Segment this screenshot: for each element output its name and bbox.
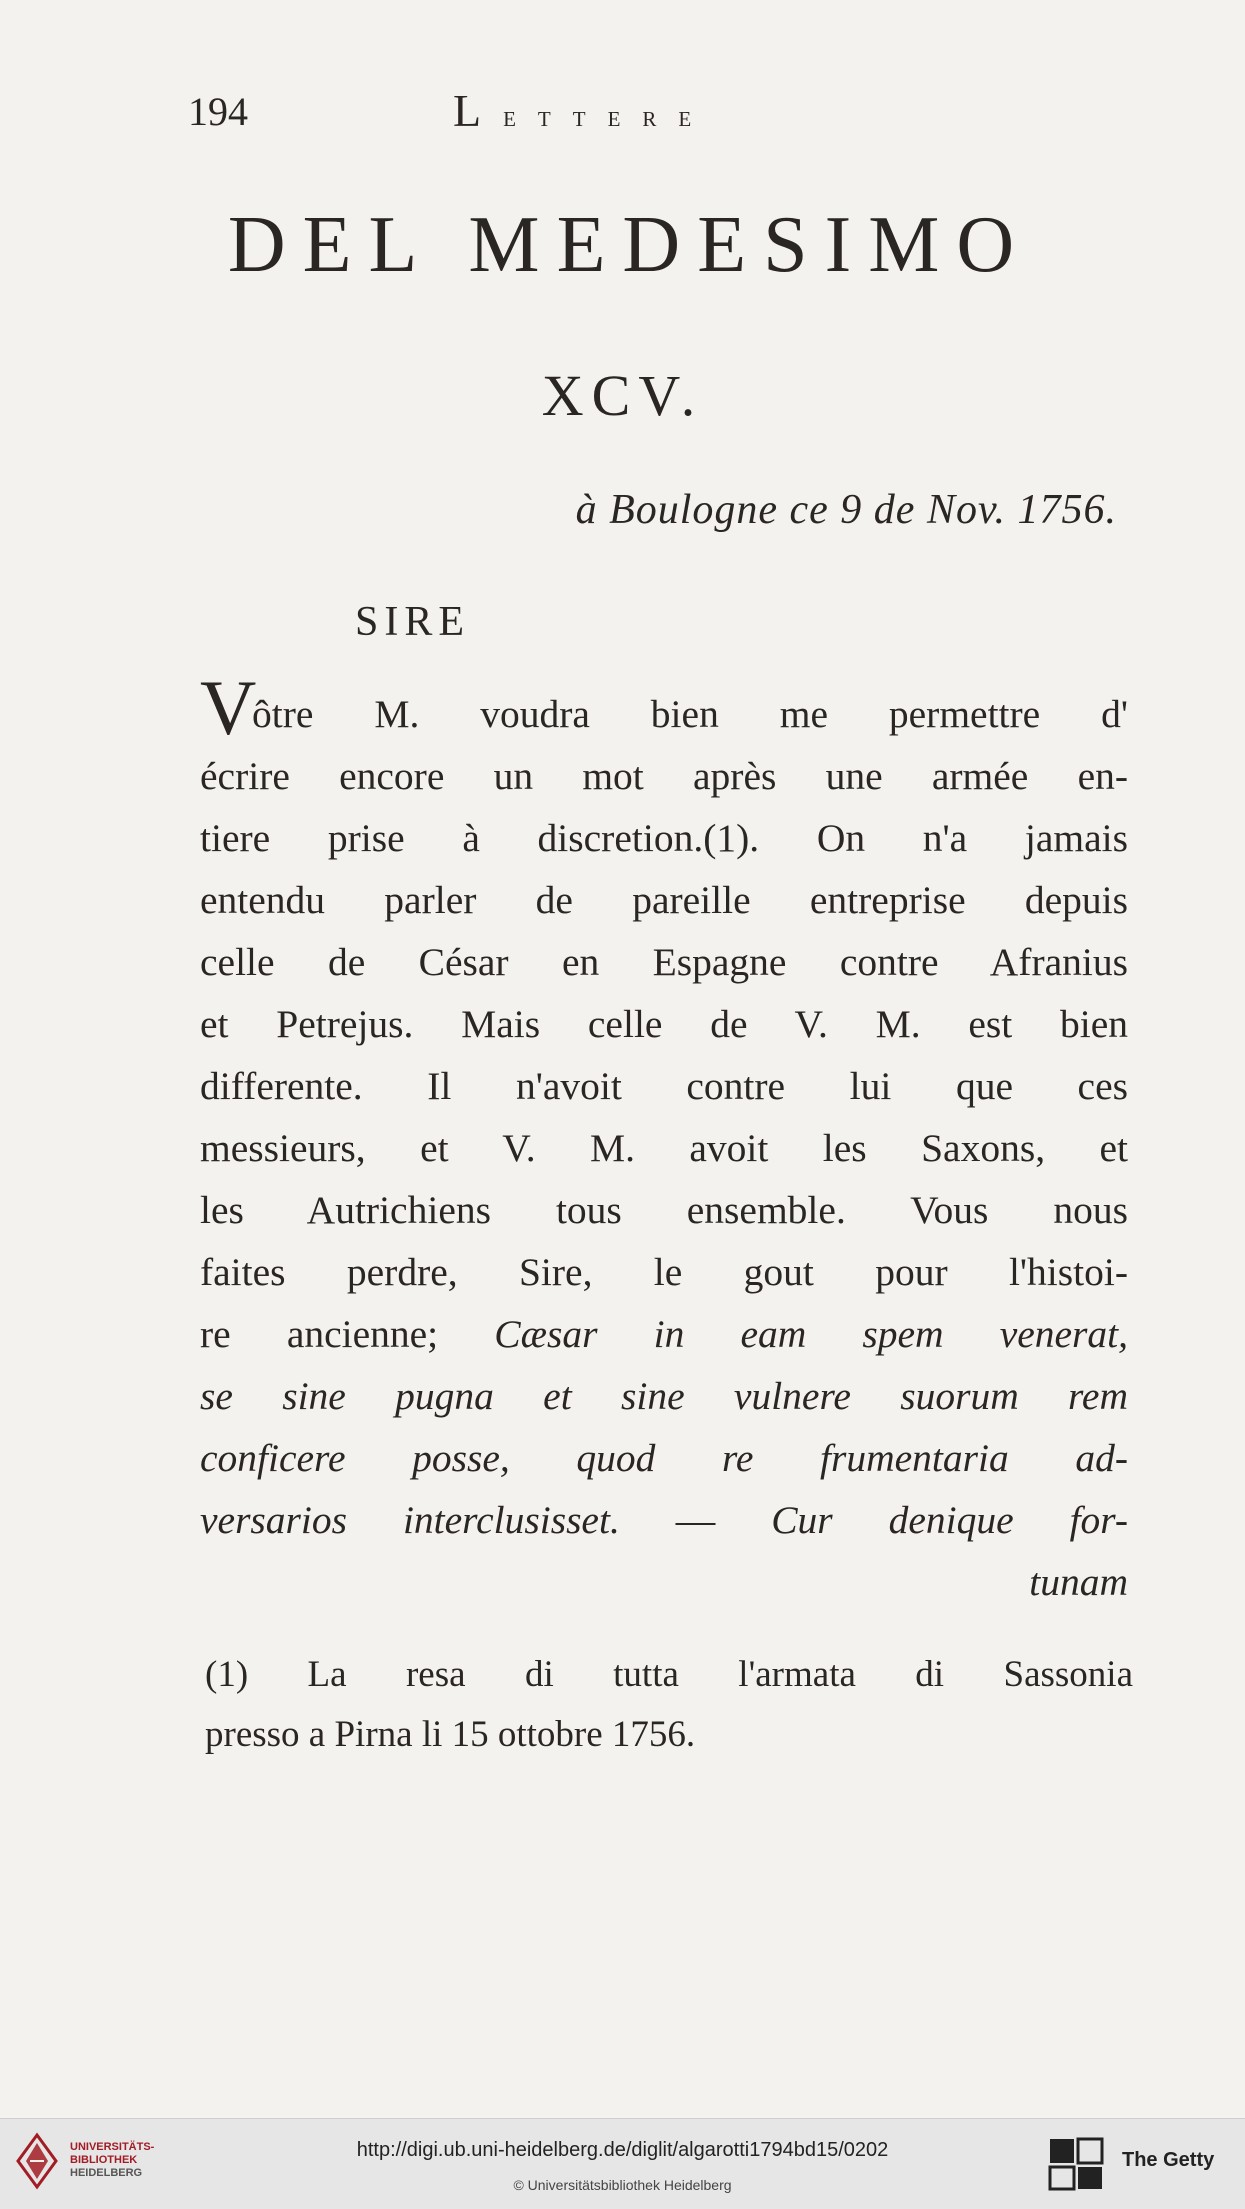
latin-quotation: versarios interclusisset. [200, 1498, 620, 1542]
permalink-url[interactable]: http://digi.ub.uni-heidelberg.de/diglit/algarotti1794bd15/0202 [356, 2139, 889, 2161]
body-line: differente. Il n'avoit contre lui que ces [200, 1064, 1128, 1108]
page-number: 194 [188, 89, 248, 134]
body-line: les Autrichiens tous ensemble. Vous nous [200, 1188, 1128, 1232]
body-line: entendu parler de pareille entreprise depuis [200, 878, 1128, 922]
latin-quotation-line: se sine pugna et sine vulnere suorum rem [200, 1374, 1128, 1418]
body-line: et Petrejus. Mais celle de V. M. est bien [200, 1002, 1128, 1046]
body-line-text: ôtre M. voudra bien me permettre d' [252, 692, 1128, 736]
footnote-line: presso a Pirna li 15 ottobre 1756. [205, 1714, 696, 1755]
page-header [188, 85, 1068, 148]
letter-heading: DEL MEDESIMO [227, 201, 1032, 289]
library-name-line: HEIDELBERG [70, 2167, 143, 2179]
letter-number: XCV. [541, 363, 704, 428]
latin-quotation: Cæsar in eam spem venerat, [494, 1312, 1129, 1356]
running-head-rest: ettere [503, 100, 714, 133]
body-line-mixed [200, 1489, 1128, 1551]
em-dash: — [675, 1498, 716, 1542]
body-text-roman: re ancienne; [200, 1312, 439, 1356]
catchword: tunam [1029, 1560, 1128, 1604]
body-line-mixed [200, 1303, 1128, 1365]
body-line: faites perdre, Sire, le gout pour l'histoi- [200, 1250, 1128, 1294]
running-head-initial: L [453, 85, 504, 136]
library-name-line: BIBLIOTHEK [70, 2154, 138, 2166]
body-line: messieurs, et V. M. avoit les Saxons, et [200, 1126, 1128, 1170]
letter-body [200, 664, 1129, 1613]
drop-cap: V [200, 664, 257, 751]
viewer-footer [0, 2118, 1245, 2209]
running-head [453, 84, 713, 137]
getty-logo-icon[interactable] [1048, 2137, 1104, 2191]
footnote-line: (1) La resa di tutta l'armata di Sassonia [205, 1654, 1133, 1695]
body-line: écrire encore un mot après une armée en- [200, 754, 1128, 798]
copyright-notice: © Universitätsbibliothek Heidelberg [513, 2177, 732, 2193]
body-line [200, 664, 1128, 751]
body-line: celle de César en Espagne contre Afranius [200, 940, 1128, 984]
latin-quotation-line: conficere posse, quod re frumentaria ad- [200, 1436, 1128, 1480]
body-line: tiere prise à discretion.(1). On n'a jamais [200, 816, 1128, 860]
salutation: SIRE [355, 599, 471, 645]
library-name-line: UNIVERSITÄTS- [70, 2141, 155, 2153]
latin-quotation: Cur denique for- [771, 1498, 1129, 1542]
getty-name[interactable]: The Getty [1122, 2149, 1215, 2171]
footnote [205, 1645, 1133, 1765]
dateline: à Boulogne ce 9 de Nov. 1756. [575, 487, 1117, 533]
